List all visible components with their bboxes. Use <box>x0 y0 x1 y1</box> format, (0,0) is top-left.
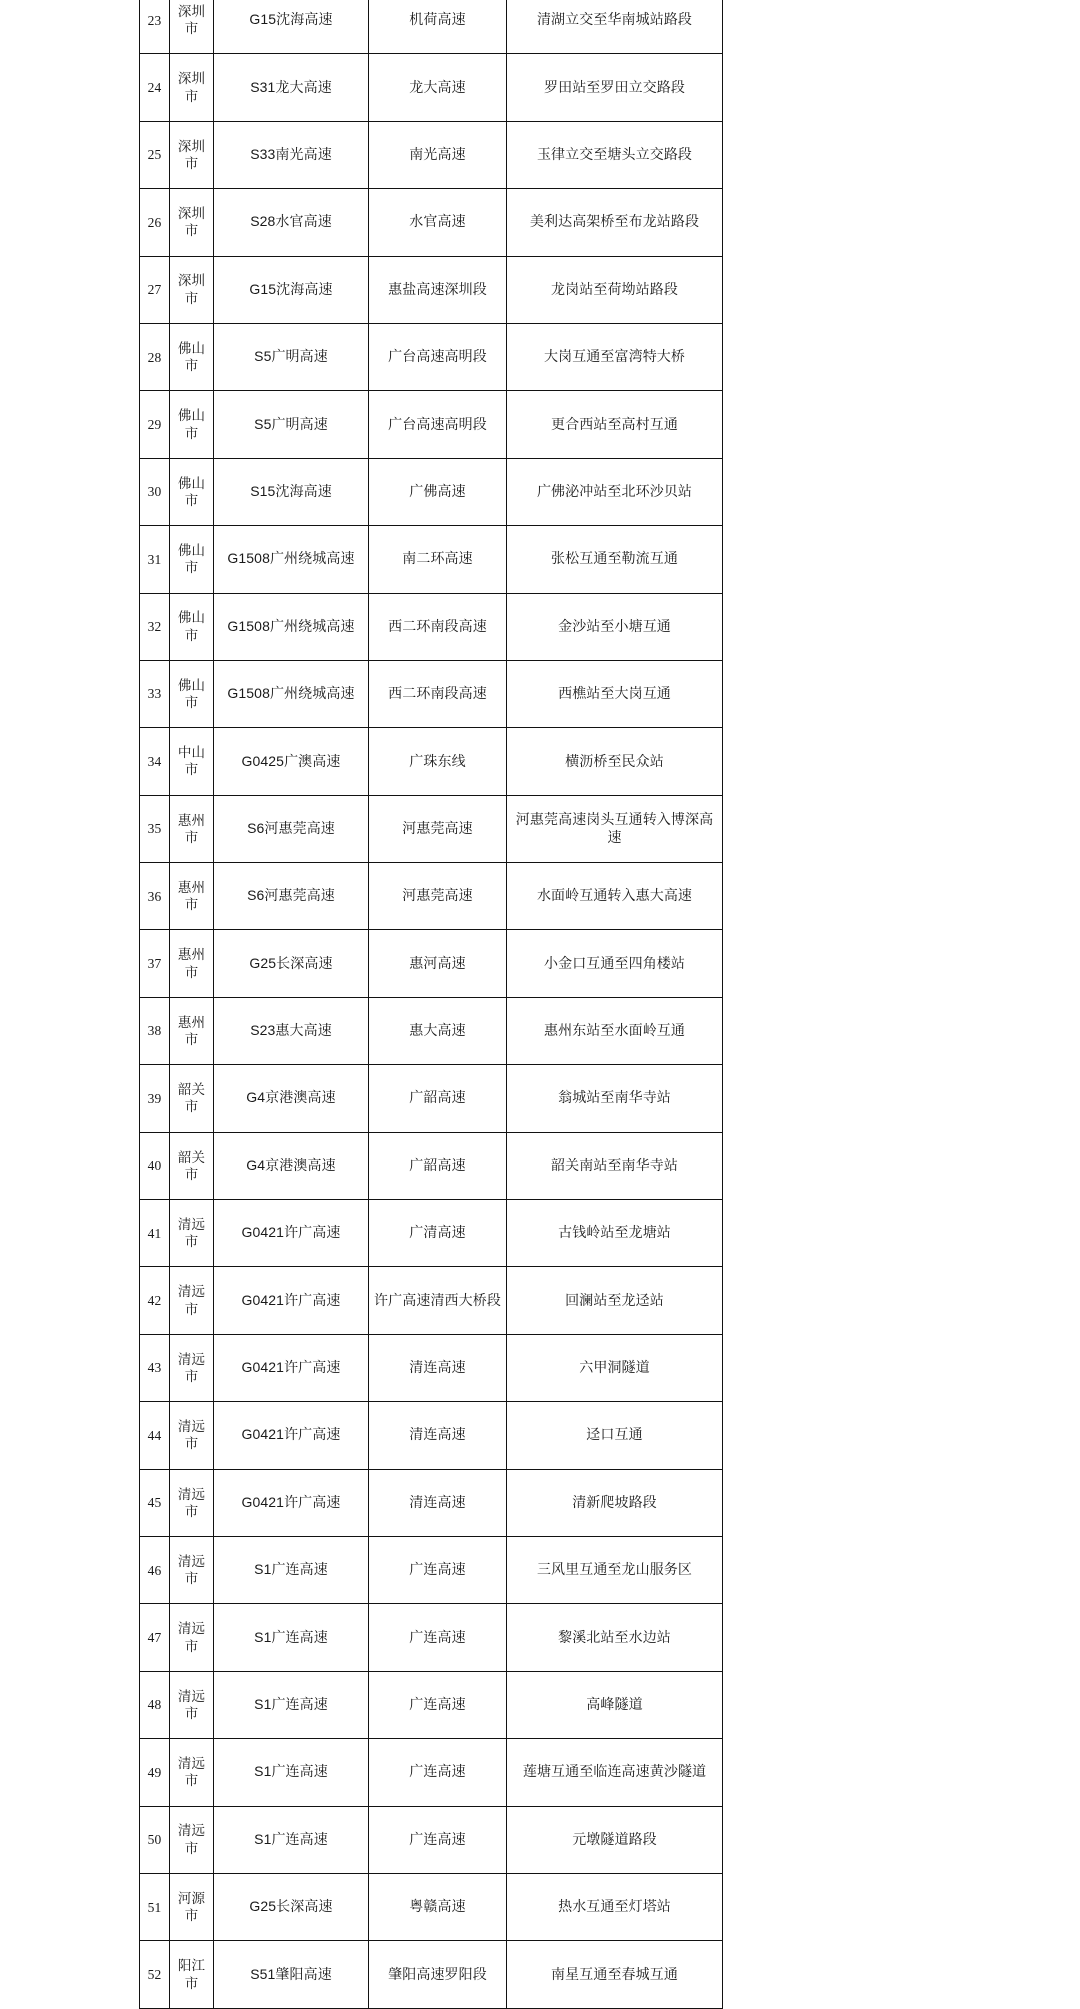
table-container <box>139 0 722 2009</box>
row-highway-code: S23惠大高速 <box>214 997 369 1064</box>
row-index: 37 <box>140 930 170 997</box>
row-city: 清远市 <box>170 1671 214 1738</box>
row-section-name: 广珠东线 <box>369 728 507 795</box>
table-row <box>140 1739 723 1806</box>
row-city: 清远市 <box>170 1739 214 1806</box>
row-highway-code: G0421许广高速 <box>214 1334 369 1401</box>
row-section-name: 许广高速清西大桥段 <box>369 1267 507 1334</box>
row-section-name: 西二环南段高速 <box>369 660 507 727</box>
row-congested-segment: 金沙站至小塘互通 <box>507 593 723 660</box>
row-city: 中山市 <box>170 728 214 795</box>
row-section-name: 惠盐高速深圳段 <box>369 256 507 323</box>
row-index: 46 <box>140 1536 170 1603</box>
row-city: 河源市 <box>170 1873 214 1940</box>
row-index: 45 <box>140 1469 170 1536</box>
row-index: 50 <box>140 1806 170 1873</box>
row-section-name: 广连高速 <box>369 1536 507 1603</box>
row-index: 25 <box>140 121 170 188</box>
row-section-name: 南光高速 <box>369 121 507 188</box>
row-highway-code: S1广连高速 <box>214 1536 369 1603</box>
row-index: 32 <box>140 593 170 660</box>
row-congested-segment: 美利达高架桥至布龙站路段 <box>507 189 723 256</box>
row-city: 佛山市 <box>170 391 214 458</box>
row-index: 27 <box>140 256 170 323</box>
row-section-name: 广连高速 <box>369 1806 507 1873</box>
row-city: 佛山市 <box>170 593 214 660</box>
row-congested-segment: 西樵站至大岗互通 <box>507 660 723 727</box>
row-congested-segment: 清湖立交至华南城站路段 <box>507 0 723 54</box>
row-index: 47 <box>140 1604 170 1671</box>
table-row <box>140 1267 723 1334</box>
row-city: 惠州市 <box>170 930 214 997</box>
row-section-name: 广韶高速 <box>369 1132 507 1199</box>
row-congested-segment: 横沥桥至民众站 <box>507 728 723 795</box>
row-highway-code: G25长深高速 <box>214 930 369 997</box>
row-index: 38 <box>140 997 170 1064</box>
table-row <box>140 728 723 795</box>
row-city: 清远市 <box>170 1402 214 1469</box>
row-city: 韶关市 <box>170 1065 214 1132</box>
row-city: 清远市 <box>170 1200 214 1267</box>
row-highway-code: G1508广州绕城高速 <box>214 593 369 660</box>
row-section-name: 清连高速 <box>369 1402 507 1469</box>
row-index: 31 <box>140 526 170 593</box>
table-row <box>140 1806 723 1873</box>
row-city: 深圳市 <box>170 54 214 121</box>
row-highway-code: G4京港澳高速 <box>214 1132 369 1199</box>
table-row <box>140 0 723 54</box>
row-index: 28 <box>140 323 170 390</box>
row-highway-code: G25长深高速 <box>214 1873 369 1940</box>
table-row <box>140 1132 723 1199</box>
table-row <box>140 458 723 525</box>
row-city: 清远市 <box>170 1267 214 1334</box>
row-city: 阳江市 <box>170 1941 214 2008</box>
row-city: 深圳市 <box>170 189 214 256</box>
row-section-name: 广台高速高明段 <box>369 323 507 390</box>
row-highway-code: S5广明高速 <box>214 323 369 390</box>
table-row <box>140 930 723 997</box>
row-congested-segment: 莲塘互通至临连高速黄沙隧道 <box>507 1739 723 1806</box>
row-section-name: 广清高速 <box>369 1200 507 1267</box>
row-city: 惠州市 <box>170 863 214 930</box>
row-congested-segment: 张松互通至勒流互通 <box>507 526 723 593</box>
row-congested-segment: 水面岭互通转入惠大高速 <box>507 863 723 930</box>
table-row <box>140 1671 723 1738</box>
row-city: 惠州市 <box>170 997 214 1064</box>
row-highway-code: S51肇阳高速 <box>214 1941 369 2008</box>
table-row <box>140 1200 723 1267</box>
row-highway-code: S1广连高速 <box>214 1671 369 1738</box>
row-congested-segment: 更合西站至高村互通 <box>507 391 723 458</box>
row-index: 41 <box>140 1200 170 1267</box>
row-highway-code: S1广连高速 <box>214 1604 369 1671</box>
row-index: 48 <box>140 1671 170 1738</box>
row-index: 29 <box>140 391 170 458</box>
row-highway-code: G15沈海高速 <box>214 0 369 54</box>
row-highway-code: G15沈海高速 <box>214 256 369 323</box>
row-section-name: 机荷高速 <box>369 0 507 54</box>
row-highway-code: G4京港澳高速 <box>214 1065 369 1132</box>
row-index: 34 <box>140 728 170 795</box>
row-index: 42 <box>140 1267 170 1334</box>
row-highway-code: S1广连高速 <box>214 1739 369 1806</box>
table-row <box>140 593 723 660</box>
table-row <box>140 1065 723 1132</box>
row-city: 清远市 <box>170 1334 214 1401</box>
row-highway-code: S6河惠莞高速 <box>214 795 369 862</box>
row-section-name: 西二环南段高速 <box>369 593 507 660</box>
row-congested-segment: 三风里互通至龙山服务区 <box>507 1536 723 1603</box>
row-index: 51 <box>140 1873 170 1940</box>
row-congested-segment: 黎溪北站至水边站 <box>507 1604 723 1671</box>
row-index: 44 <box>140 1402 170 1469</box>
row-congested-segment: 回澜站至龙迳站 <box>507 1267 723 1334</box>
row-congested-segment: 高峰隧道 <box>507 1671 723 1738</box>
table-row <box>140 1941 723 2008</box>
row-congested-segment: 古钱岭站至龙塘站 <box>507 1200 723 1267</box>
row-section-name: 广韶高速 <box>369 1065 507 1132</box>
table-row <box>140 1536 723 1603</box>
row-highway-code: S33南光高速 <box>214 121 369 188</box>
row-city: 深圳市 <box>170 0 214 54</box>
row-highway-code: S6河惠莞高速 <box>214 863 369 930</box>
row-section-name: 河惠莞高速 <box>369 863 507 930</box>
row-congested-segment: 惠州东站至水面岭互通 <box>507 997 723 1064</box>
row-index: 33 <box>140 660 170 727</box>
table-row <box>140 863 723 930</box>
table-row <box>140 1402 723 1469</box>
row-congested-segment: 翁城站至南华寺站 <box>507 1065 723 1132</box>
row-section-name: 水官高速 <box>369 189 507 256</box>
row-congested-segment: 罗田站至罗田立交路段 <box>507 54 723 121</box>
row-city: 清远市 <box>170 1536 214 1603</box>
row-highway-code: G0421许广高速 <box>214 1469 369 1536</box>
table-row <box>140 526 723 593</box>
row-section-name: 清连高速 <box>369 1469 507 1536</box>
row-city: 佛山市 <box>170 323 214 390</box>
row-congested-segment: 河惠莞高速岗头互通转入博深高速 <box>507 795 723 862</box>
row-city: 韶关市 <box>170 1132 214 1199</box>
row-index: 40 <box>140 1132 170 1199</box>
row-highway-code: G1508广州绕城高速 <box>214 526 369 593</box>
row-section-name: 南二环高速 <box>369 526 507 593</box>
row-congested-segment: 清新爬坡路段 <box>507 1469 723 1536</box>
congested-road-sections-table <box>139 0 723 2009</box>
row-index: 39 <box>140 1065 170 1132</box>
table-row <box>140 323 723 390</box>
row-city: 惠州市 <box>170 795 214 862</box>
row-highway-code: S1广连高速 <box>214 1806 369 1873</box>
table-row <box>140 121 723 188</box>
row-congested-segment: 元墩隧道路段 <box>507 1806 723 1873</box>
table-row <box>140 391 723 458</box>
row-section-name: 惠河高速 <box>369 930 507 997</box>
row-section-name: 河惠莞高速 <box>369 795 507 862</box>
row-highway-code: G0421许广高速 <box>214 1200 369 1267</box>
row-city: 清远市 <box>170 1806 214 1873</box>
row-city: 清远市 <box>170 1604 214 1671</box>
row-congested-segment: 六甲洞隧道 <box>507 1334 723 1401</box>
row-section-name: 惠大高速 <box>369 997 507 1064</box>
row-highway-code: S31龙大高速 <box>214 54 369 121</box>
row-section-name: 清连高速 <box>369 1334 507 1401</box>
row-highway-code: S15沈海高速 <box>214 458 369 525</box>
row-congested-segment: 迳口互通 <box>507 1402 723 1469</box>
table-row <box>140 256 723 323</box>
row-highway-code: G0421许广高速 <box>214 1402 369 1469</box>
row-index: 52 <box>140 1941 170 2008</box>
table-row <box>140 1334 723 1401</box>
row-congested-segment: 韶关南站至南华寺站 <box>507 1132 723 1199</box>
row-section-name: 粤赣高速 <box>369 1873 507 1940</box>
row-city: 清远市 <box>170 1469 214 1536</box>
row-highway-code: G0421许广高速 <box>214 1267 369 1334</box>
row-city: 深圳市 <box>170 121 214 188</box>
row-section-name: 龙大高速 <box>369 54 507 121</box>
table-row <box>140 189 723 256</box>
row-section-name: 广佛高速 <box>369 458 507 525</box>
row-city: 佛山市 <box>170 660 214 727</box>
row-city: 佛山市 <box>170 526 214 593</box>
row-congested-segment: 小金口互通至四角楼站 <box>507 930 723 997</box>
row-highway-code: S5广明高速 <box>214 391 369 458</box>
row-congested-segment: 玉律立交至塘头立交路段 <box>507 121 723 188</box>
table-row <box>140 1469 723 1536</box>
row-index: 43 <box>140 1334 170 1401</box>
table-body <box>140 0 723 2008</box>
row-index: 49 <box>140 1739 170 1806</box>
row-highway-code: S28水官高速 <box>214 189 369 256</box>
row-highway-code: G1508广州绕城高速 <box>214 660 369 727</box>
table-row <box>140 1873 723 1940</box>
table-row <box>140 997 723 1064</box>
row-index: 24 <box>140 54 170 121</box>
row-index: 35 <box>140 795 170 862</box>
row-congested-segment: 龙岗站至荷坳站路段 <box>507 256 723 323</box>
table-row <box>140 795 723 862</box>
row-index: 36 <box>140 863 170 930</box>
row-congested-segment: 南星互通至春城互通 <box>507 1941 723 2008</box>
row-section-name: 广连高速 <box>369 1671 507 1738</box>
row-section-name: 广连高速 <box>369 1739 507 1806</box>
row-index: 30 <box>140 458 170 525</box>
row-congested-segment: 广佛泌冲站至北环沙贝站 <box>507 458 723 525</box>
row-section-name: 广连高速 <box>369 1604 507 1671</box>
row-city: 深圳市 <box>170 256 214 323</box>
table-row <box>140 54 723 121</box>
table-row <box>140 660 723 727</box>
row-congested-segment: 热水互通至灯塔站 <box>507 1873 723 1940</box>
row-congested-segment: 大岗互通至富湾特大桥 <box>507 323 723 390</box>
row-highway-code: G0425广澳高速 <box>214 728 369 795</box>
row-city: 佛山市 <box>170 458 214 525</box>
row-index: 26 <box>140 189 170 256</box>
row-section-name: 肇阳高速罗阳段 <box>369 1941 507 2008</box>
row-section-name: 广台高速高明段 <box>369 391 507 458</box>
row-index: 23 <box>140 0 170 54</box>
table-row <box>140 1604 723 1671</box>
